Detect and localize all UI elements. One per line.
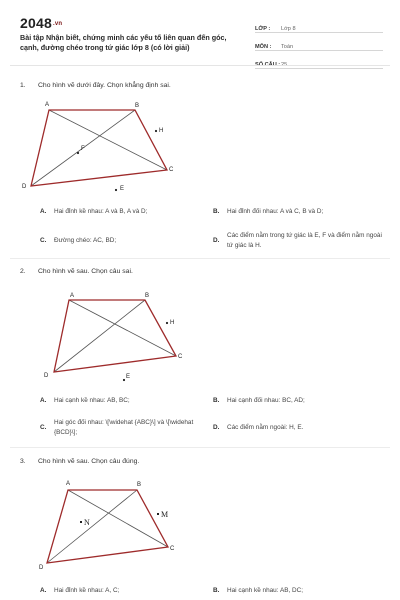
label-f: F (81, 146, 85, 152)
label-d: D (44, 373, 49, 379)
label-a: A (70, 293, 75, 299)
label-h: H (159, 128, 164, 134)
quadrilateral-abcd (47, 490, 168, 563)
meta-value: Toán (281, 44, 294, 50)
point-n (80, 521, 82, 523)
meta-row-class (255, 15, 383, 33)
question-divider (10, 447, 390, 448)
label-c: C (178, 354, 183, 360)
logo-domain: .vn (52, 21, 63, 28)
option-letter: B. (213, 208, 220, 215)
option-letter: A. (40, 208, 47, 215)
quadrilateral-abcd (54, 300, 176, 372)
document-title: Bài tập Nhận biết, chứng minh các yếu tố liên quan đến góc, cạnh, đường chéo trong tứ giác lớp 8 (có lời giải) (20, 33, 227, 52)
option-a[interactable] (40, 586, 119, 595)
option-text: Hai cạnh kề nhau: AB, DC; (227, 587, 304, 594)
option-text: Hai đỉnh đối nhau: A và C, B và D; (227, 208, 324, 215)
label-c: C (169, 167, 174, 173)
meta-value: Lớp 8 (281, 26, 296, 32)
label-a: A (45, 102, 50, 108)
question-number: 3. (20, 458, 26, 465)
header-divider (10, 65, 390, 66)
option-letter: D. (213, 237, 220, 244)
question-divider (10, 258, 390, 259)
point-e (123, 379, 125, 381)
label-n: N (84, 518, 90, 527)
option-a[interactable] (40, 396, 130, 405)
label-e: E (120, 186, 125, 192)
question-1 (20, 82, 385, 89)
label-m: M (161, 510, 169, 519)
option-b[interactable] (213, 207, 323, 216)
option-d[interactable] (213, 231, 385, 251)
quadrilateral-abcd (31, 110, 167, 186)
point-f (77, 152, 79, 154)
option-letter: C. (40, 237, 47, 244)
question-1-figure (20, 98, 190, 198)
option-text: Các điểm nằm trong tứ giác là E, F và điểm nằm ngoài tứ giác là H. (227, 232, 382, 249)
site-logo[interactable] (20, 15, 62, 31)
label-b: B (137, 482, 142, 488)
label-b: B (135, 103, 140, 109)
option-c[interactable] (40, 236, 116, 245)
meta-key: SỐ CÂU : (255, 62, 281, 68)
question-3 (20, 458, 385, 465)
question-header (20, 458, 385, 465)
option-b[interactable] (213, 396, 305, 405)
question-text: Cho hình vẽ sau. Chọn câu đúng. (38, 458, 140, 465)
point-e (115, 189, 117, 191)
point-h (166, 322, 168, 324)
label-c: C (170, 546, 175, 552)
meta-box (255, 15, 383, 69)
option-text: Hai góc đối nhau: \[\widehat {ABC}\] và \[\widehat {BCD}\]; (54, 419, 194, 436)
question-2 (20, 268, 385, 275)
question-text: Cho hình vẽ sau. Chọn câu sai. (38, 268, 133, 275)
point-h (155, 130, 157, 132)
option-letter: B. (213, 397, 220, 404)
diagonal-bd (47, 490, 137, 563)
option-letter: C. (40, 424, 47, 431)
question-2-figure (20, 286, 190, 386)
label-d: D (39, 565, 44, 571)
option-text: Hai đỉnh kề nhau: A và B, A và D; (54, 208, 148, 215)
meta-key: MÔN : (255, 44, 272, 50)
label-a: A (66, 481, 71, 487)
question-number: 2. (20, 268, 26, 275)
diagonal-bd (54, 300, 145, 372)
option-d[interactable] (213, 423, 303, 432)
question-text: Cho hình vẽ dưới đây. Chọn khẳng định sai. (38, 82, 171, 89)
option-text: Đường chéo: AC, BD; (54, 237, 117, 244)
question-header (20, 268, 385, 275)
option-text: Hai cạnh đối nhau: BC, AD; (227, 397, 305, 404)
logo-text: 2048 (20, 15, 52, 31)
option-c[interactable] (40, 418, 210, 438)
question-number: 1. (20, 82, 26, 89)
option-letter: A. (40, 587, 47, 594)
option-letter: A. (40, 397, 47, 404)
point-m (157, 513, 159, 515)
option-b[interactable] (213, 586, 303, 595)
question-3-figure (20, 475, 190, 575)
option-text: Hai cạnh kề nhau: AB, BC; (54, 397, 130, 404)
question-header (20, 82, 385, 89)
meta-row-subject (255, 33, 383, 51)
meta-key: LỚP : (255, 26, 271, 32)
option-a[interactable] (40, 207, 147, 216)
meta-row-count (255, 51, 383, 69)
label-d: D (22, 184, 27, 190)
label-e: E (126, 374, 131, 380)
label-b: B (145, 293, 150, 299)
option-text: Hai đỉnh kề nhau: A, C; (54, 587, 120, 594)
option-text: Các điểm nằm ngoài: H, E. (227, 424, 304, 431)
option-letter: B. (213, 587, 220, 594)
diagonal-ac (49, 110, 167, 170)
meta-value: 25 (281, 62, 288, 68)
option-letter: D. (213, 424, 220, 431)
label-h: H (170, 320, 175, 326)
